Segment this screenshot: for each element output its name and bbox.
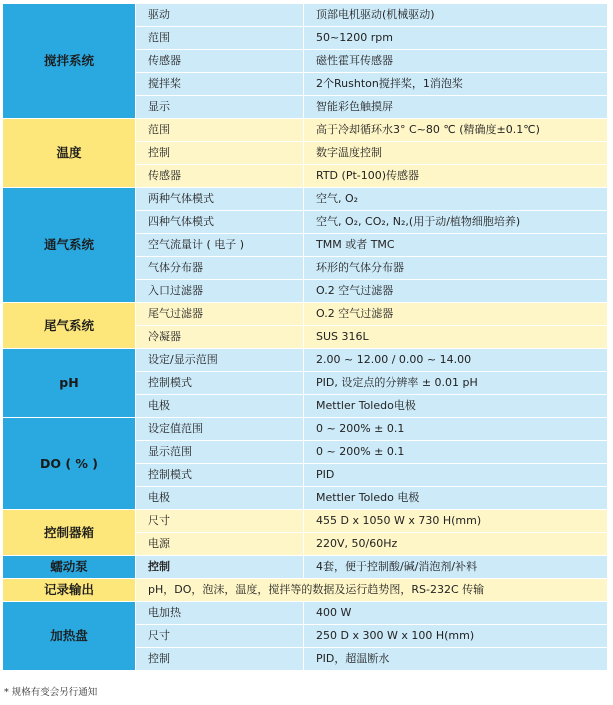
- param-cell: 设定/显示范围: [136, 349, 304, 372]
- category-label: 控制器箱: [3, 510, 136, 556]
- table-row: [3, 510, 608, 533]
- param-cell: 入口过滤器: [136, 280, 304, 303]
- value-cell: SUS 316L: [304, 326, 608, 349]
- category-label: pH: [3, 349, 136, 418]
- category-label: 记录输出: [3, 579, 136, 602]
- param-cell: 空气流量计 ( 电子 ): [136, 234, 304, 257]
- param-cell: 电加热: [136, 602, 304, 625]
- param-cell: 控制: [136, 556, 304, 579]
- param-cell: 气体分布器: [136, 257, 304, 280]
- param-cell: 电极: [136, 487, 304, 510]
- value-cell: TMM 或者 TMC: [304, 234, 608, 257]
- param-cell: 驱动: [136, 4, 304, 27]
- footnote: * 规格有变会另行通知: [4, 687, 98, 698]
- param-cell: 范围: [136, 27, 304, 50]
- table-row: [3, 349, 608, 372]
- group-exhaust: [3, 303, 608, 349]
- group-heating-plate: [3, 602, 608, 671]
- table-row: [3, 188, 608, 211]
- param-cell: 尺寸: [136, 510, 304, 533]
- group-record-output: [3, 579, 608, 602]
- value-cell: 0 ~ 200% ± 0.1: [304, 418, 608, 441]
- value-cell: 2个Rushton搅拌桨，1消泡桨: [304, 73, 608, 96]
- group-do: [3, 418, 608, 510]
- value-cell: 空气, O₂, CO₂, N₂,(用于动/植物细胞培养): [304, 211, 608, 234]
- value-cell: PID，超温断水: [304, 648, 608, 671]
- group-controller-box: [3, 510, 608, 556]
- param-cell: 尾气过滤器: [136, 303, 304, 326]
- category-label: 通气系统: [3, 188, 136, 303]
- param-cell: 电极: [136, 395, 304, 418]
- param-cell: 电源: [136, 533, 304, 556]
- param-cell: 显示范围: [136, 441, 304, 464]
- value-cell: PID: [304, 464, 608, 487]
- category-label: 搅拌系统: [3, 4, 136, 119]
- table-row: [3, 579, 608, 602]
- table-row: [3, 119, 608, 142]
- group-temperature: [3, 119, 608, 188]
- value-cell: Mettler Toledo 电极: [304, 487, 608, 510]
- param-cell: 四种气体模式: [136, 211, 304, 234]
- param-cell: 传感器: [136, 165, 304, 188]
- group-stirring: [3, 4, 608, 119]
- category-label: 尾气系统: [3, 303, 136, 349]
- group-peristaltic-pump: [3, 556, 608, 579]
- value-cell: RTD (Pt-100)传感器: [304, 165, 608, 188]
- table-row: [3, 602, 608, 625]
- value-cell: 顶部电机驱动(机械驱动): [304, 4, 608, 27]
- value-cell: 50~1200 rpm: [304, 27, 608, 50]
- value-cell: O.2 空气过滤器: [304, 303, 608, 326]
- category-label: DO ( % ): [3, 418, 136, 510]
- param-cell: 控制: [136, 142, 304, 165]
- value-cell: 0 ~ 200% ± 0.1: [304, 441, 608, 464]
- param-cell: 显示: [136, 96, 304, 119]
- table-row: [3, 303, 608, 326]
- value-cell: 智能彩色触摸屏: [304, 96, 608, 119]
- value-cell: 400 W: [304, 602, 608, 625]
- param-cell: 设定值范围: [136, 418, 304, 441]
- param-cell: 搅拌桨: [136, 73, 304, 96]
- param-cell: 冷凝器: [136, 326, 304, 349]
- param-cell: 两种气体模式: [136, 188, 304, 211]
- param-cell: 控制: [136, 648, 304, 671]
- value-cell: 455 D x 1050 W x 730 H(mm): [304, 510, 608, 533]
- value-cell: 2.00 ~ 12.00 / 0.00 ~ 14.00: [304, 349, 608, 372]
- param-cell: 尺寸: [136, 625, 304, 648]
- table-row: [3, 418, 608, 441]
- value-cell: PID, 设定点的分辨率 ± 0.01 pH: [304, 372, 608, 395]
- value-cell: 环形的气体分布器: [304, 257, 608, 280]
- value-cell: 磁性霍耳传感器: [304, 50, 608, 73]
- spec-table: [2, 3, 608, 671]
- param-cell: 传感器: [136, 50, 304, 73]
- param-cell: 控制模式: [136, 464, 304, 487]
- category-label: 温度: [3, 119, 136, 188]
- value-cell: 220V, 50/60Hz: [304, 533, 608, 556]
- value-cell: O.2 空气过滤器: [304, 280, 608, 303]
- category-label: 蠕动泵: [3, 556, 136, 579]
- category-label: 加热盘: [3, 602, 136, 671]
- value-cell: 高于冷却循环水3° C~80 ℃ (精确度±0.1℃): [304, 119, 608, 142]
- group-ph: [3, 349, 608, 418]
- value-cell: Mettler Toledo电极: [304, 395, 608, 418]
- value-cell: 数字温度控制: [304, 142, 608, 165]
- value-cell: 250 D x 300 W x 100 H(mm): [304, 625, 608, 648]
- param-cell: 范围: [136, 119, 304, 142]
- value-cell: pH，DO，泡沫，温度，搅拌等的数据及运行趋势图，RS-232C 传输: [136, 579, 608, 602]
- table-row: [3, 556, 608, 579]
- value-cell: 4套，便于控制酸/碱/消泡剂/补料: [304, 556, 608, 579]
- param-cell: 控制模式: [136, 372, 304, 395]
- table-row: [3, 4, 608, 27]
- value-cell: 空气, O₂: [304, 188, 608, 211]
- group-aeration: [3, 188, 608, 303]
